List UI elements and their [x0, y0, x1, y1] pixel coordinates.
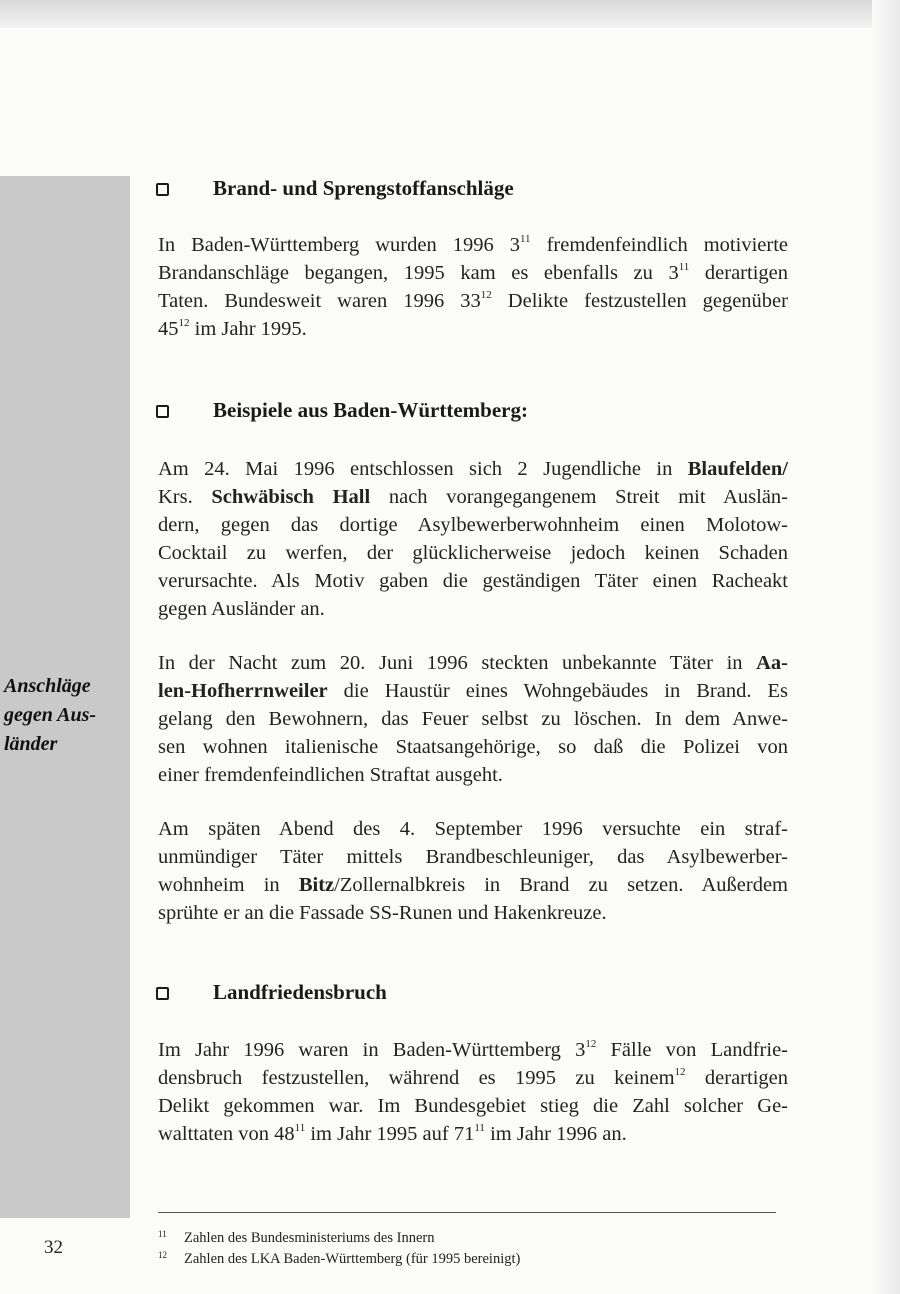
text-line: Im Jahr 1996 waren in Baden-Württemberg $3^{12}$ Fälle von Landfrie-	[158, 1038, 788, 1061]
paragraph-landfriedensbruch	[158, 1036, 788, 1148]
text-line: gelang den Bewohnern, das Feuer selbst zu löschen. In dem Anwe-	[158, 708, 788, 730]
text-line: Delikt gekommen war. Im Bundesgebiet stieg die Zahl solcher Ge-	[158, 1095, 788, 1117]
text-line: Krs. Schwäbisch Hall nach vorangegangenem Streit mit Auslän-	[158, 486, 788, 508]
text-line: unmündiger Täter mittels Brandbeschleuniger, das Asylbewerber-	[158, 846, 788, 868]
checkbox-bullet-icon	[156, 183, 169, 196]
text-line: gegen Ausländer an.	[158, 598, 325, 620]
section-heading-brand	[156, 176, 514, 201]
margin-note	[4, 672, 128, 759]
margin-note-line: gegen Aus-	[4, 704, 97, 726]
text-line: Brandanschläge begangen, 1995 kam es ebenfalls zu $3^{11}$ derartigen	[158, 261, 788, 284]
paragraph-brand-stats	[158, 231, 788, 343]
checkbox-bullet-icon	[156, 405, 169, 418]
text-line: einer fremdenfeindlichen Straftat ausgeht.	[158, 764, 503, 786]
margin-note-line: Anschläge	[4, 675, 91, 697]
text-line: In Baden-Württemberg wurden 1996 $3^{11}$ fremdenfeindlich motivierte	[158, 233, 788, 256]
page-number: 32	[44, 1237, 63, 1258]
footnote-rule	[158, 1212, 776, 1213]
paragraph-bitz	[158, 815, 788, 927]
text-line: Taten. Bundesweit waren 1996 $33^{12}$ Delikte festzustellen gegenüber	[158, 289, 788, 312]
text-line: sprühte er an die Fassade SS-Runen und Hakenkreuze.	[158, 902, 607, 924]
footnotes	[158, 1226, 520, 1268]
footnote: 12 Zahlen des LKA Baden-Württemberg (für 1995 bereinigt)	[158, 1250, 521, 1267]
paragraph-blaufelden	[158, 455, 788, 623]
text-line: $45^{12}$ im Jahr 1995.	[158, 317, 307, 340]
text-line: densbruch festzustellen, während es 1995 zu keinem$^{12}$ derartigen	[158, 1066, 788, 1089]
section-heading-landfrieden	[156, 980, 387, 1005]
scan-right-edge	[872, 0, 900, 1294]
paragraph-aalen	[158, 649, 788, 789]
checkbox-bullet-icon	[156, 987, 169, 1000]
text-line: dern, gegen das dortige Asylbewerberwohnheim einen Molotow-	[158, 514, 788, 536]
heading-text: Beispiele aus Baden-Württemberg:	[213, 398, 528, 422]
text-line: wohnheim in Bitz/Zollernalbkreis in Brand zu setzen. Außerdem	[158, 874, 788, 896]
text-line: verursachte. Als Motiv gaben die geständigen Täter einen Racheakt	[158, 570, 788, 592]
section-heading-beispiele	[156, 398, 528, 423]
scan-top-shade	[0, 0, 900, 28]
heading-text: Brand- und Sprengstoffanschläge	[213, 176, 514, 200]
footnote: 11 Zahlen des Bundesministeriums des Innern	[158, 1229, 435, 1246]
text-line: In der Nacht zum 20. Juni 1996 steckten unbekannte Täter in Aa-	[158, 652, 788, 674]
text-line: Am 24. Mai 1996 entschlossen sich 2 Jugendliche in Blaufelden/	[158, 458, 788, 480]
text-line: sen wohnen italienische Staatsangehörige, so daß die Polizei von	[158, 736, 788, 758]
margin-note-line: länder	[4, 733, 58, 755]
heading-text: Landfriedensbruch	[213, 980, 387, 1004]
text-line: walttaten von $48^{11}$ im Jahr 1995 auf $71^{11}$ im Jahr 1996 an.	[158, 1122, 627, 1145]
text-line: Cocktail zu werfen, der glücklicherweise jedoch keinen Schaden	[158, 542, 788, 564]
text-line: Am späten Abend des 4. September 1996 versuchte ein straf-	[158, 818, 788, 840]
text-line: len-Hofherrnweiler die Haustür eines Wohngebäudes in Brand. Es	[158, 680, 788, 702]
